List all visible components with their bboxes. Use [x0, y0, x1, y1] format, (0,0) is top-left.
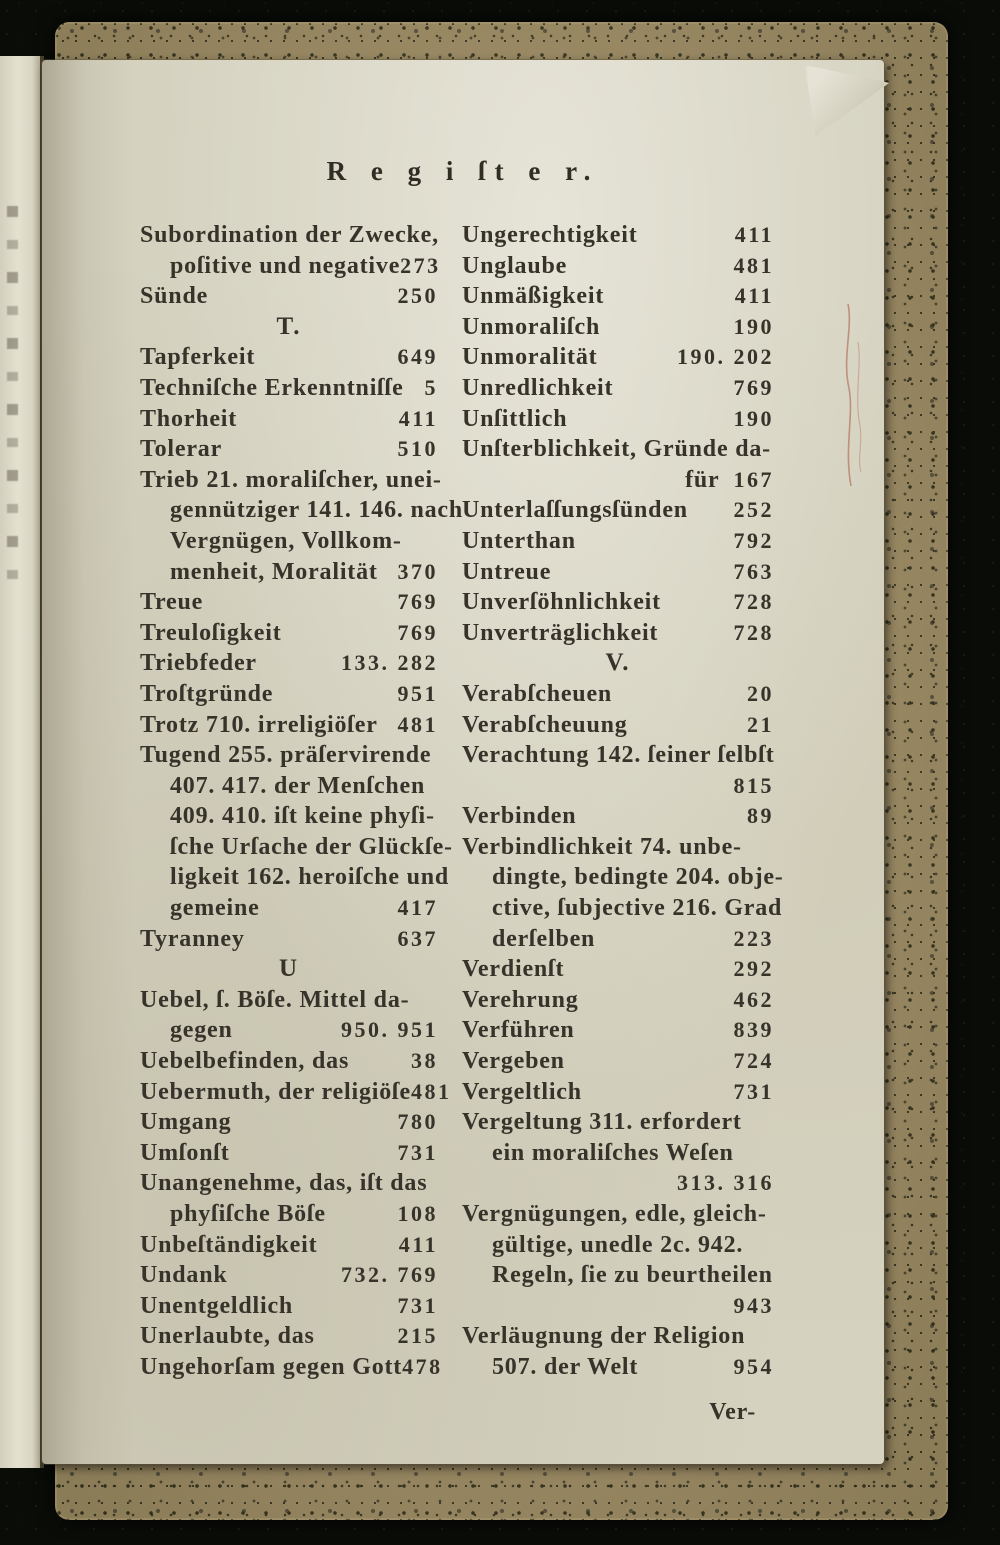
index-line	[140, 1077, 452, 1108]
index-line	[462, 404, 774, 435]
entry-page-number: 223	[733, 925, 774, 951]
index-line	[140, 1138, 438, 1169]
index-line	[462, 1015, 774, 1046]
index-line	[140, 373, 438, 404]
entry-text: ligkeit 162. heroiſche und	[170, 864, 450, 891]
entry-page-number: 108	[397, 1201, 438, 1226]
index-line	[140, 740, 438, 771]
entry-text: Unmoraliſch	[462, 313, 601, 340]
entry-text: Tugend 255. präſervirende	[140, 742, 432, 769]
index-line	[140, 618, 438, 649]
index-line	[140, 1321, 438, 1352]
catchword	[462, 1397, 774, 1428]
entry-text: Uebelbefinden, das	[140, 1048, 350, 1075]
index-line	[140, 710, 438, 741]
index-line	[462, 281, 774, 312]
entry-page-number: 417	[397, 895, 438, 921]
entry-page-number: 950. 951	[341, 1017, 438, 1043]
index-line	[462, 342, 774, 373]
index-line	[140, 771, 438, 802]
index-line	[140, 281, 438, 312]
entry-text: Treuloſigkeit	[140, 619, 282, 646]
entry-page-number: 313. 316	[677, 1170, 774, 1196]
section-heading: U	[278, 955, 300, 983]
entry-text: Ungerechtigkeit	[462, 222, 638, 248]
index-line	[462, 251, 774, 282]
entry-text: menheit, Moralität	[170, 558, 378, 585]
entry-page-number: 370	[397, 558, 438, 584]
entry-text: Unſittlich	[462, 405, 568, 432]
entry-page-number: 20	[747, 680, 774, 706]
entry-page-number: 815	[733, 772, 774, 798]
index-line	[462, 495, 774, 526]
index-line	[462, 557, 774, 588]
entry-text: Umgang	[140, 1109, 232, 1136]
entry-text: Verdienſt	[462, 956, 565, 983]
entry-text: Unbeſtändigkeit	[140, 1231, 318, 1258]
index-line	[462, 373, 774, 404]
index-line	[140, 1046, 438, 1077]
entry-text: Unverſöhnlichkeit	[462, 589, 661, 616]
entry-text: Unerlaubte, das	[140, 1323, 315, 1350]
index-column-right	[462, 220, 784, 1427]
index-line	[140, 1260, 438, 1291]
index-line	[462, 1107, 774, 1138]
index-line	[462, 1046, 774, 1077]
entry-text: Thorheit	[140, 405, 238, 432]
entry-page-number: 769	[397, 589, 438, 615]
index-line	[140, 1352, 443, 1383]
index-line	[140, 557, 438, 588]
index-line	[462, 1199, 774, 1230]
entry-text: Unterthan	[462, 527, 576, 554]
entry-text: Verabſcheuen	[462, 680, 613, 707]
ink-bleed-marks	[7, 206, 18, 596]
entry-text: Treue	[140, 589, 204, 616]
entry-page-number: 769	[397, 619, 438, 645]
entry-page-number: 5	[424, 374, 438, 400]
entry-page-number: 167	[733, 466, 774, 492]
entry-text: gemeine	[170, 895, 260, 922]
index-line	[140, 862, 450, 893]
index-line	[462, 740, 774, 771]
entry-text: Unredlichkeit	[462, 374, 614, 401]
entry-text: Verabſcheuung	[462, 711, 628, 738]
entry-page-number: 732. 769	[341, 1262, 438, 1288]
index-column-left	[140, 220, 464, 1383]
index-line	[462, 434, 774, 465]
index-line	[140, 465, 442, 496]
entry-text: Unangenehme, das, iſt das	[140, 1170, 428, 1197]
index-line	[140, 924, 438, 955]
entry-page-number: 763	[733, 558, 774, 584]
entry-text: Verführen	[462, 1017, 575, 1044]
entry-page-number: 731	[397, 1292, 438, 1318]
entry-text: 409. 410. iſt keine phyſi-	[170, 803, 435, 830]
index-line	[140, 1199, 438, 1230]
index-line	[462, 618, 774, 649]
index-line	[462, 679, 774, 710]
entry-text: Unmäßigkeit	[462, 283, 605, 310]
entry-text: Vergeltung 311. erfordert	[462, 1109, 742, 1136]
red-pencil-marks	[836, 300, 880, 500]
index-line	[140, 832, 453, 863]
entry-text: ein moraliſches Weſen	[492, 1139, 734, 1166]
index-line	[140, 404, 438, 435]
entry-page-number: 133. 282	[341, 650, 438, 676]
index-line	[462, 1352, 774, 1383]
index-line	[462, 1138, 774, 1169]
entry-text: dingte, bedingte 204. obje-	[492, 864, 784, 891]
index-line	[140, 1015, 438, 1046]
index-line	[462, 1260, 774, 1291]
entry-text: Trotz 710. irreligiöſer	[140, 711, 378, 738]
index-line	[140, 1107, 438, 1138]
index-line	[140, 251, 441, 282]
entry-text: ctive, ſubjective 216. Grad	[492, 895, 783, 922]
index-line	[462, 801, 774, 832]
index-line	[140, 220, 438, 251]
entry-text: gennütziger 141. 146. nach	[170, 497, 464, 524]
index-line	[462, 312, 774, 343]
entry-page-number: 190	[733, 313, 774, 339]
entry-page-number: 731	[397, 1139, 438, 1165]
index-line	[462, 1291, 774, 1322]
entry-page-number: 215	[397, 1323, 438, 1349]
section-heading: T.	[276, 312, 302, 340]
entry-text: Tapferkeit	[140, 344, 256, 371]
entry-page-number: 649	[397, 344, 438, 370]
entry-page-number: 728	[733, 619, 774, 645]
index-line	[140, 801, 438, 832]
entry-page-number: 252	[733, 497, 774, 523]
entry-page-number: 190. 202	[677, 344, 774, 370]
entry-text: Unterlaſſungsſünden	[462, 497, 688, 524]
index-line	[140, 495, 464, 526]
entry-page-number: 273	[400, 252, 441, 278]
entry-text: Subordination der Zwecke,	[140, 222, 439, 248]
entry-text: Unverträglichkeit	[462, 619, 659, 646]
index-line	[462, 924, 774, 955]
entry-text: ſche Urſache der Glückſe-	[170, 833, 453, 860]
entry-text: Verehrung	[462, 986, 579, 1013]
entry-page-number: 731	[733, 1078, 774, 1104]
entry-text: Verachtung 142. ſeiner ſelbſt	[462, 742, 775, 769]
entry-text: Uebel, ſ. Böſe. Mittel da-	[140, 986, 410, 1013]
index-line	[462, 465, 774, 496]
entry-text: Uebermuth, der religiöſe	[140, 1078, 411, 1105]
entry-text: Vergeben	[462, 1048, 565, 1075]
entry-page-number: 411	[734, 283, 774, 309]
index-line	[140, 526, 438, 557]
entry-text: Verläugnung der Religion	[462, 1323, 746, 1350]
entry-page-number: 769	[733, 374, 774, 400]
entry-text: Tolerar	[140, 436, 223, 463]
index-line	[140, 434, 438, 465]
entry-page-number: 510	[397, 436, 438, 462]
index-line	[462, 771, 774, 802]
entry-page-number: 724	[733, 1048, 774, 1074]
entry-page-number: 780	[397, 1109, 438, 1135]
entry-text: Umſonſt	[140, 1139, 230, 1166]
dog-ear-fold	[802, 61, 892, 139]
entry-page-number: 943	[733, 1292, 774, 1318]
entry-text: Unſterblichkeit, Gründe da-	[462, 436, 771, 463]
entry-page-number: 481	[397, 711, 438, 737]
entry-page-number: 728	[733, 589, 774, 615]
index-line	[462, 985, 774, 1016]
entry-text: derſelben	[492, 925, 596, 952]
index-line	[462, 710, 774, 741]
page-title: R e g i ſt e r.	[326, 156, 600, 186]
entry-text: Techniſche Erkenntniſſe	[140, 374, 404, 401]
entry-text: gültige, unedle 2c. 942.	[492, 1231, 744, 1258]
entry-page-number: 38	[411, 1048, 438, 1074]
index-line	[140, 1291, 438, 1322]
entry-text: Unentgeldlich	[140, 1292, 294, 1319]
entry-text: Undank	[140, 1262, 228, 1289]
index-line	[462, 587, 774, 618]
entry-text: Vergnügungen, edle, gleich-	[462, 1201, 767, 1227]
entry-text: Tyranney	[140, 925, 245, 952]
index-line	[462, 954, 774, 985]
entry-page-number: 89	[747, 803, 774, 829]
index-line	[140, 648, 438, 679]
index-line	[462, 893, 783, 924]
entry-text: Verbindlichkeit 74. unbe-	[462, 833, 742, 860]
index-line	[140, 1230, 438, 1261]
entry-text: Untreue	[462, 558, 552, 585]
entry-page-number: 462	[733, 986, 774, 1012]
entry-page-number: 411	[734, 222, 774, 247]
index-line	[140, 679, 438, 710]
entry-page-number: 250	[397, 283, 438, 309]
entry-text: poſitive und negative	[170, 252, 401, 279]
index-line	[140, 893, 438, 924]
entry-page-number: 478	[402, 1353, 443, 1379]
entry-text: Unglaube	[462, 252, 568, 279]
entry-page-number: 411	[398, 1231, 438, 1257]
index-line	[462, 832, 774, 863]
entry-text: gegen	[170, 1017, 233, 1044]
index-line	[140, 342, 438, 373]
entry-text: für	[685, 466, 720, 493]
entry-page-number: 954	[733, 1353, 774, 1379]
entry-page-number: 21	[747, 711, 774, 737]
entry-page-number: 481	[733, 252, 774, 278]
index-line	[140, 985, 438, 1016]
entry-page-number: 951	[397, 680, 438, 706]
entry-text: Trieb 21. moraliſcher, unei-	[140, 466, 442, 493]
index-line	[462, 862, 784, 893]
entry-text: Ver-	[709, 1398, 756, 1425]
left-page-edge	[0, 56, 44, 1468]
entry-page-number: 792	[733, 527, 774, 553]
entry-page-number: 411	[398, 405, 438, 431]
entry-text: Vergeltlich	[462, 1078, 582, 1105]
index-line	[462, 220, 774, 251]
index-line	[462, 1077, 774, 1108]
entry-text: Verbinden	[462, 803, 577, 830]
entry-text: Regeln, ſie zu beurtheilen	[492, 1262, 773, 1289]
index-line	[140, 587, 438, 618]
entry-text: Unmoralität	[462, 344, 598, 371]
entry-text: 507. der Welt	[492, 1353, 639, 1380]
entry-text: Vergnügen, Vollkom-	[170, 527, 402, 554]
entry-page-number: 190	[733, 405, 774, 431]
page	[42, 60, 884, 1464]
entry-page-number: 481	[410, 1078, 452, 1104]
entry-text: 407. 417. der Menſchen	[170, 772, 426, 799]
entry-text: phyſiſche Böſe	[170, 1201, 326, 1227]
entry-text: Triebfeder	[140, 650, 257, 677]
entry-text: Sünde	[140, 283, 209, 310]
entry-page-number: 292	[733, 956, 774, 982]
index-line	[462, 1321, 774, 1352]
entry-page-number: 637	[397, 925, 438, 951]
index-line	[462, 1168, 774, 1199]
entry-text: Troſtgründe	[140, 680, 274, 707]
entry-text: Ungehorſam gegen Gott	[140, 1353, 403, 1380]
index-line	[462, 1230, 774, 1261]
section-heading: V.	[605, 649, 631, 677]
entry-page-number: 839	[733, 1017, 774, 1043]
index-line	[462, 526, 774, 557]
index-line	[140, 1168, 438, 1199]
